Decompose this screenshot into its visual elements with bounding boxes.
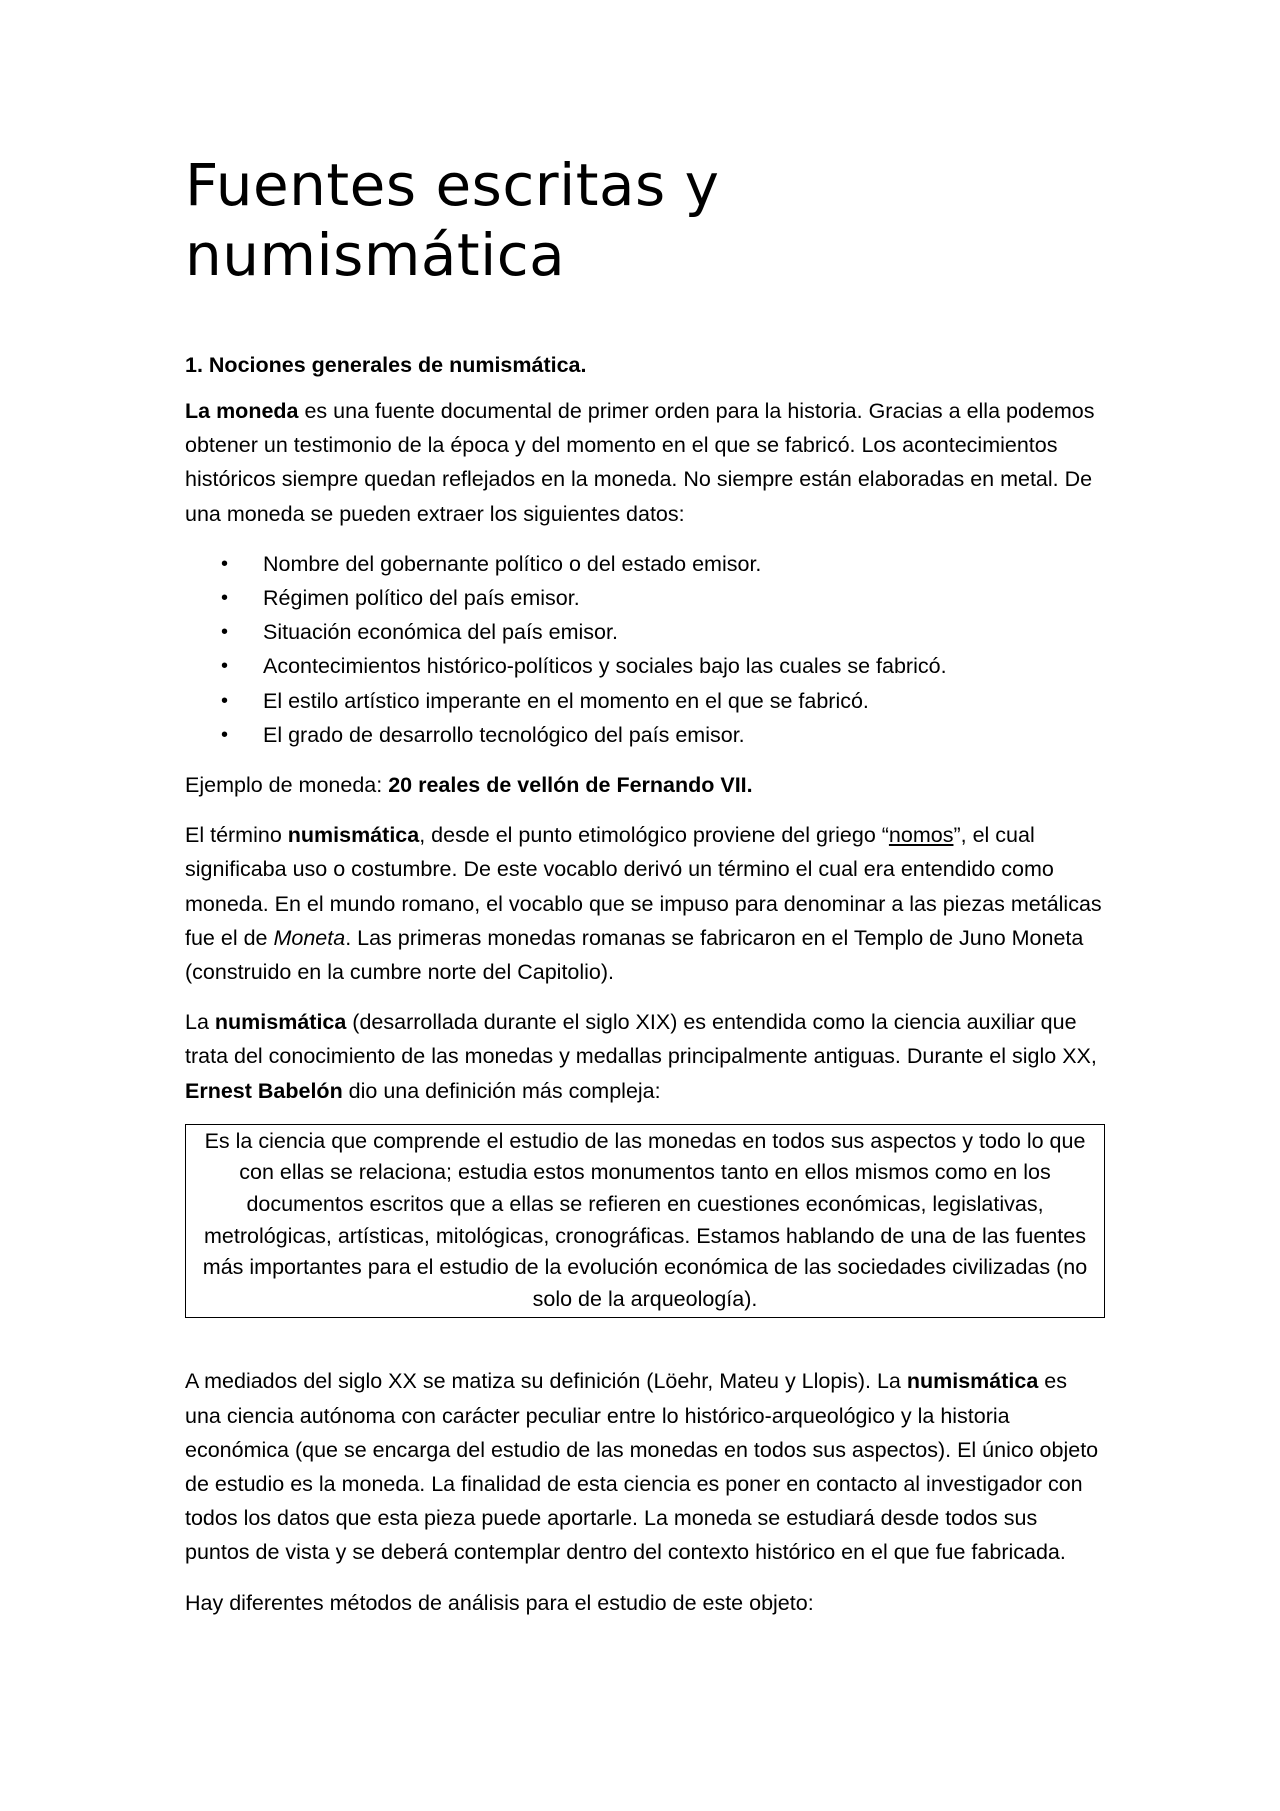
list-item (185, 684, 1105, 718)
list-item-text: El estilo artístico imperante en el momento en el que se fabricó. (263, 688, 869, 713)
list-item (185, 649, 1105, 683)
bold-ernest-babelon: Ernest Babelón (185, 1078, 343, 1103)
paragraph-text: (desarrollada durante el siglo XIX) es entendida como la ciencia auxiliar que trata del conocimiento de las monedas y medallas principalmente antiguas. Durante el siglo XX, (185, 1010, 1097, 1069)
list-item-text: El grado de desarrollo tecnológico del país emisor. (263, 722, 745, 747)
paragraph-ejemplo (185, 768, 1105, 802)
bold-numismatica: numismática (214, 1010, 347, 1035)
bullet-icon: • (221, 552, 229, 575)
paragraph-text: es una ciencia autónoma con carácter peculiar entre lo histórico-arqueológico y la historia económica (que se encarga del estudio de las monedas en todos sus aspectos). El único objeto de estudio es la moneda. La finalidad de esta ciencia es poner en contacto al investigador con todos los datos que esta pieza puede aportarle. La moneda se estudiará desde todos sus puntos de vista y se deberá contemplar dentro del contexto histórico en el que fue fabricada. (185, 1369, 1099, 1565)
paragraph-etimologia (185, 818, 1105, 989)
list-item-text: Nombre del gobernante político o del estado emisor. (263, 551, 762, 576)
list-item-text: Régimen político del país emisor. (263, 586, 580, 611)
quote-box: Es la ciencia que comprende el estudio de las monedas en todos sus aspectos y todo lo que con ellas se relaciona; estudia estos monumentos tanto en ellos mismos como en los documentos escritos que a ellas se refieren en cuestiones económicas, legislativas, metrológicas, artísticas, mitológicas, cronográficas. Estamos hablando de una de las fuentes más importantes para el estudio de la evolución económica de las sociedades civilizadas (no solo de la arqueología). (185, 1124, 1105, 1319)
section-heading-1: 1. Nociones generales de numismática. (185, 353, 587, 377)
paragraph-text: La (185, 1010, 215, 1035)
data-list (185, 547, 1105, 752)
list-item-text: Acontecimientos histórico-políticos y sociales bajo las cuales se fabricó. (263, 654, 947, 679)
bullet-icon: • (221, 689, 229, 712)
list-item (185, 718, 1105, 752)
document-page (185, 150, 1105, 1636)
paragraph-text: dio una definición más compleja: (342, 1078, 661, 1103)
document-title (185, 150, 1105, 290)
bullet-icon: • (221, 621, 229, 644)
bold-numismatica: numismática (906, 1369, 1039, 1394)
paragraph-siglo-xx (185, 1364, 1105, 1569)
paragraph-text: El término (185, 823, 288, 848)
underlined-nomos: nomos (888, 823, 954, 848)
bold-la-moneda: La moneda (185, 399, 299, 423)
italic-moneta: Moneta (273, 925, 346, 950)
paragraph-text: . Las primeras monedas romanas se fabricaron en el Templo de Juno Moneta (construido en la cumbre norte del Capitolio). (185, 925, 1084, 985)
list-item-text: Situación económica del país emisor. (263, 620, 618, 645)
paragraph-text: Ejemplo de moneda: (185, 773, 389, 798)
title-line-2: numismática (185, 221, 566, 289)
bullet-icon: • (221, 723, 229, 746)
list-item (185, 581, 1105, 615)
bullet-icon: • (221, 587, 229, 610)
list-item (185, 615, 1105, 649)
bold-coin-example: 20 reales de vellón de Fernando VII. (388, 773, 753, 798)
paragraph-text: , desde el punto etimológico proviene del griego “ (419, 823, 889, 848)
bold-numismatica: numismática (287, 823, 420, 848)
paragraph-la-moneda (185, 394, 1105, 531)
paragraph-text: es una fuente documental de primer orden para la historia. Gracias a ella podemos obtener un testimonio de la época y del momento en el que se fabricó. Los acontecimientos históricos siempre quedan reflejados en la moneda. No siempre están elaboradas en metal. De una moneda se pueden extraer los siguientes datos: (185, 399, 1095, 526)
paragraph-definicion (185, 1005, 1105, 1108)
paragraph-metodos: Hay diferentes métodos de análisis para el estudio de este objeto: (185, 1590, 814, 1615)
title-line-1: Fuentes escritas y (185, 151, 720, 219)
paragraph-text: ”, el cual significaba uso o costumbre. De este vocablo derivó un término el cual era entendido como moneda. En el mundo romano, el vocablo que se impuso para denominar a las piezas metálicas fue el de (185, 823, 1102, 950)
bullet-icon: • (221, 655, 229, 678)
list-item (185, 547, 1105, 581)
paragraph-text: A mediados del siglo XX se matiza su definición (Löehr, Mateu y Llopis). La (185, 1369, 907, 1394)
